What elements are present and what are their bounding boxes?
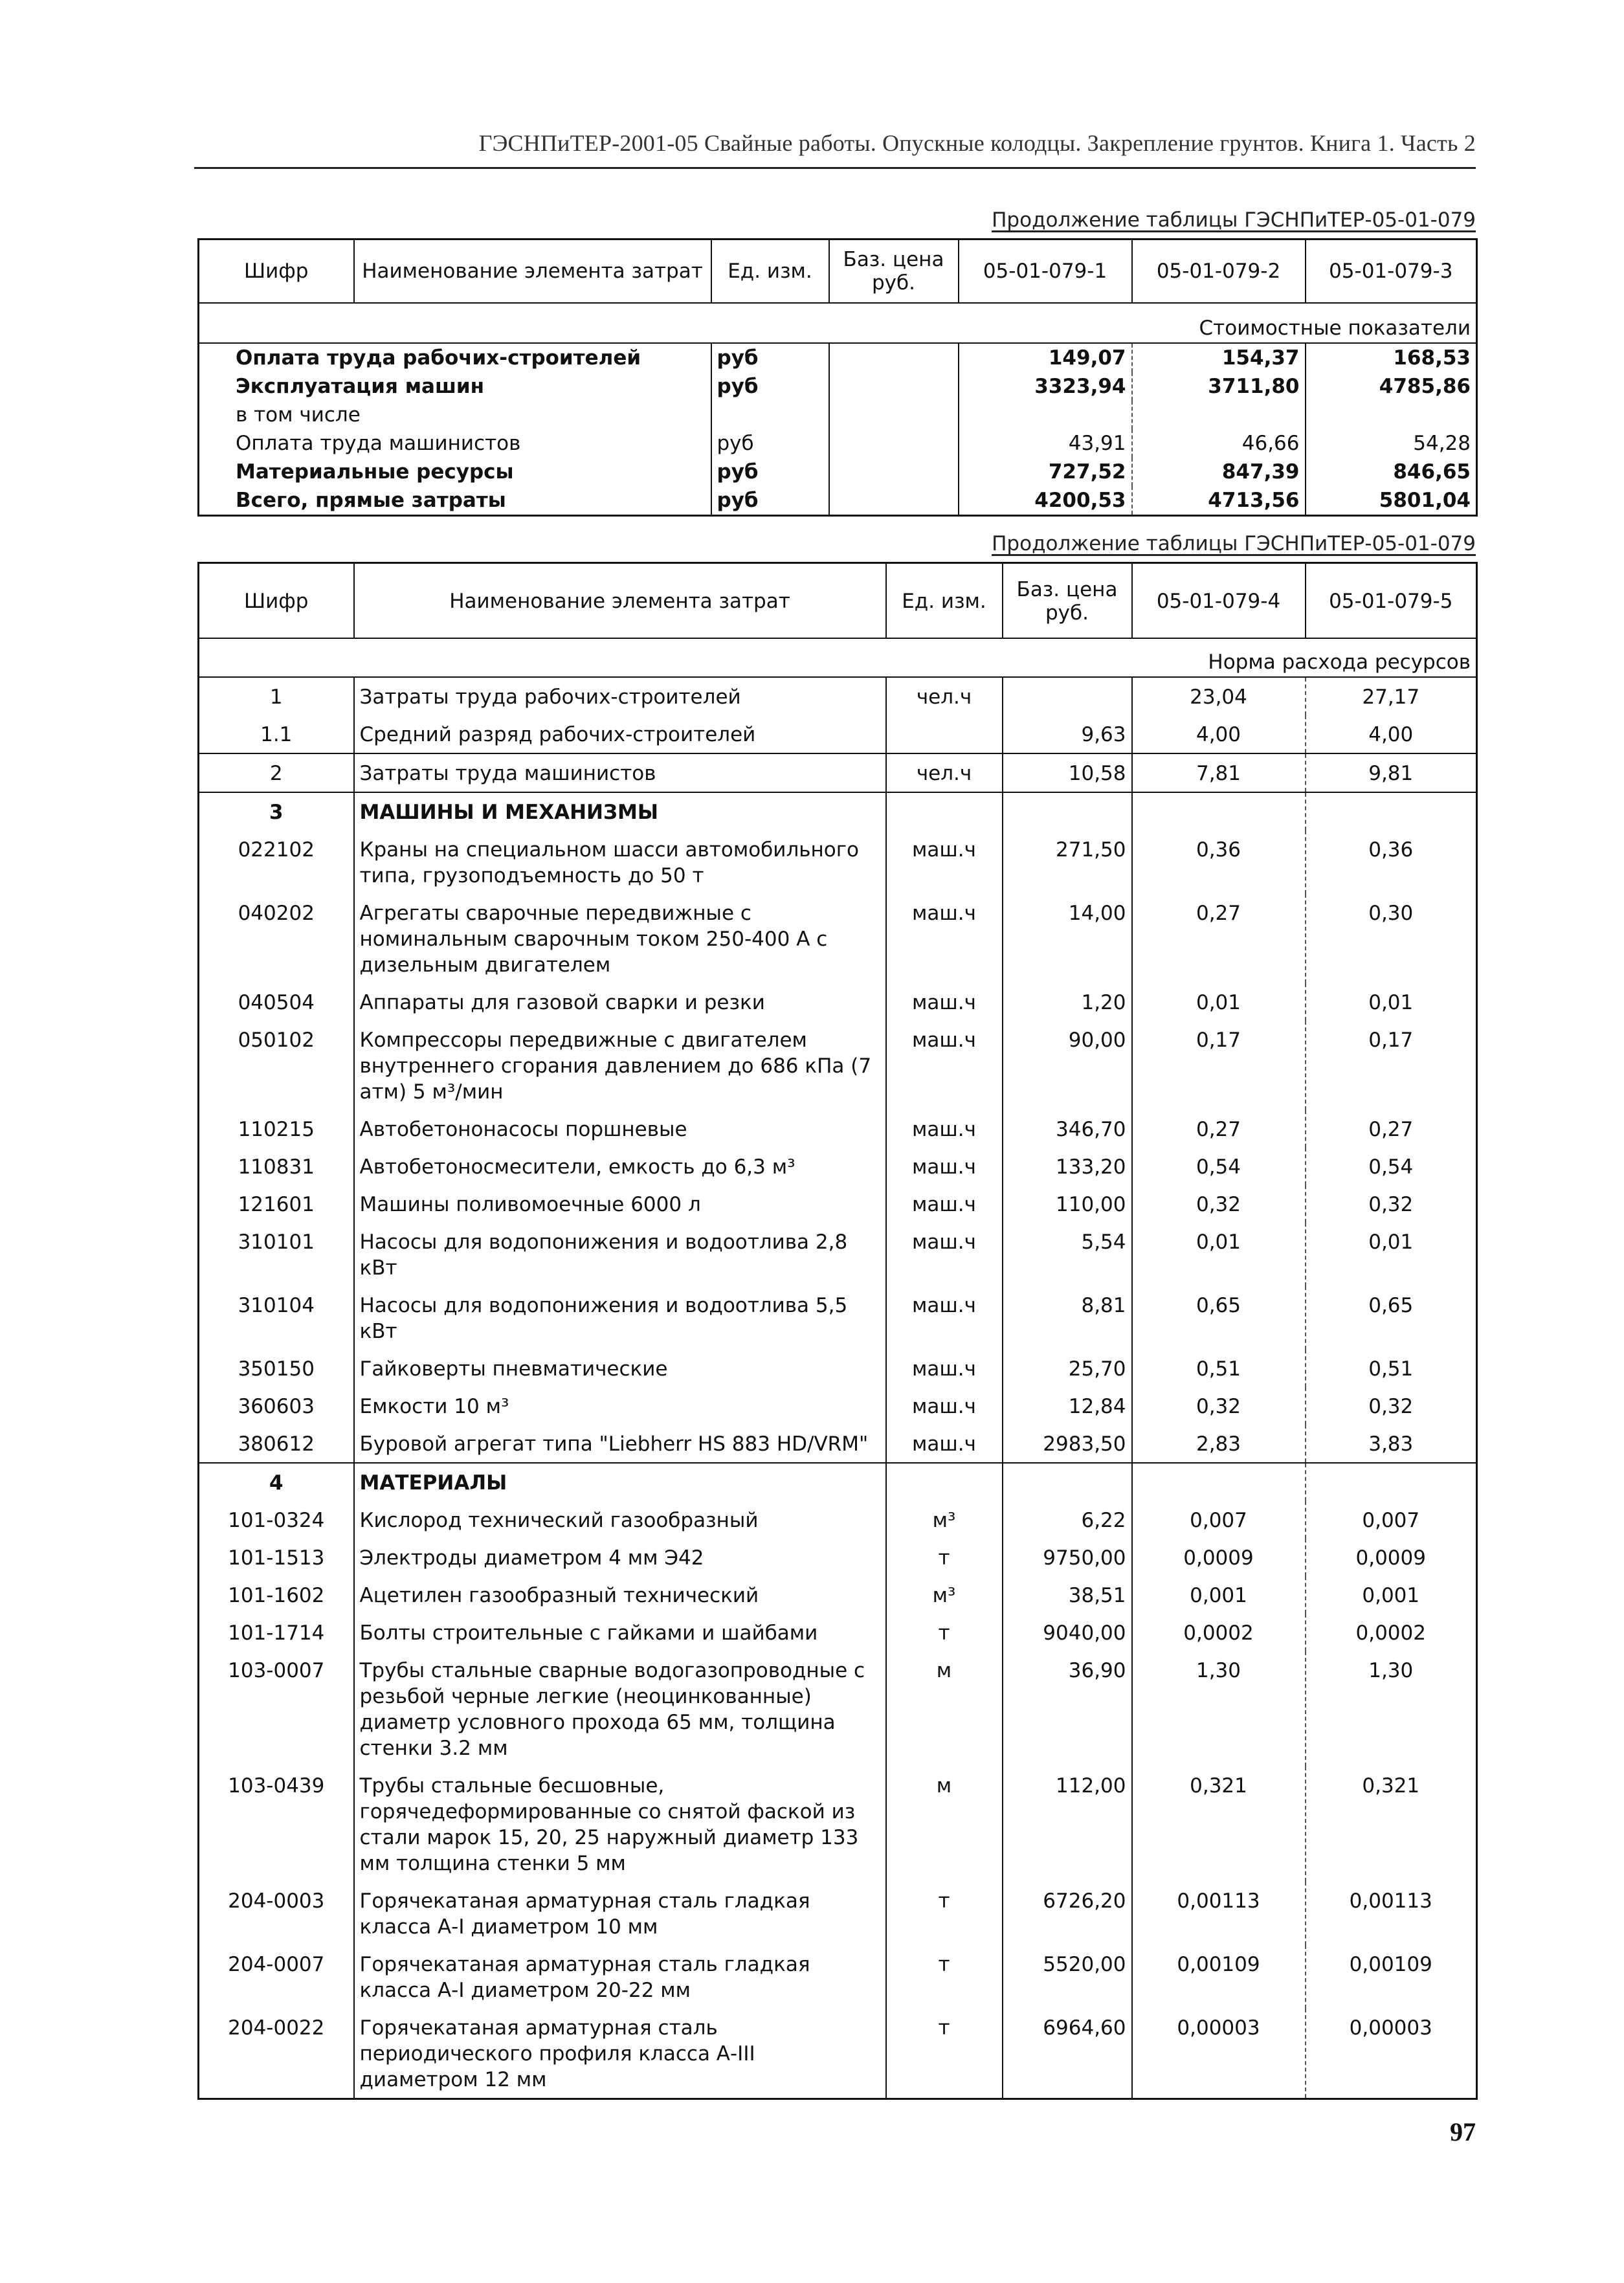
resource-name: Гайковерты пневматические — [354, 1350, 886, 1387]
column-header: Баз. цена руб. — [829, 239, 959, 304]
resource-code: 040504 — [199, 983, 354, 1021]
value-cell: 0,54 — [1132, 1148, 1306, 1185]
base-price-cell — [1003, 677, 1132, 715]
resource-name: Средний разряд рабочих-строителей — [354, 715, 886, 753]
unit-cell: чел.ч — [886, 753, 1003, 792]
base-price-cell: 1,20 — [1003, 983, 1132, 1021]
resource-norms-table — [197, 562, 1478, 2100]
table-row — [199, 1148, 1477, 1185]
table-row — [199, 1110, 1477, 1148]
base-price-cell — [829, 458, 959, 486]
value-cell: 0,30 — [1368, 902, 1414, 925]
cost-item-name: Оплата труда рабочих-строителей — [199, 343, 711, 372]
table-row — [199, 1539, 1477, 1576]
cost-indicators-table — [197, 238, 1478, 517]
resource-name: Болты строительные с гайками и шайбами — [354, 1614, 886, 1651]
unit-cell: м — [886, 1651, 1003, 1766]
value-cell: 4713,56 — [1132, 486, 1306, 516]
table-row — [199, 486, 1477, 516]
base-price-cell: 9040,00 — [1003, 1614, 1132, 1651]
column-header: Ед. изм. — [711, 239, 829, 304]
table-row — [199, 372, 1477, 401]
resource-name: Буровой агрегат типа "Liebherr HS 883 HD/VRM" — [354, 1425, 886, 1463]
value-cell — [1306, 792, 1477, 830]
base-price-cell: 9750,00 — [1003, 1539, 1132, 1576]
unit-cell: м³ — [886, 1576, 1003, 1614]
table-row — [199, 1945, 1477, 2009]
resource-name: МАШИНЫ И МЕХАНИЗМЫ — [354, 792, 886, 830]
base-price-cell — [829, 486, 959, 516]
table-row — [199, 792, 1477, 830]
base-price-cell: 5520,00 — [1003, 1945, 1132, 2009]
value-cell: 0,01 — [1132, 983, 1306, 1021]
resource-name: Агрегаты сварочные передвижные с номинальным сварочным током 250-400 А с дизельным двигателем — [354, 894, 886, 983]
resource-code: 1 — [199, 677, 354, 715]
base-price-cell: 90,00 — [1003, 1021, 1132, 1110]
value-cell: 154,37 — [1132, 343, 1306, 372]
value-cell: 0,01 — [1368, 1231, 1414, 1254]
table-row — [199, 1614, 1477, 1651]
base-price-cell — [829, 343, 959, 372]
header-rule — [194, 167, 1476, 169]
table2-header-row — [199, 563, 1477, 639]
resource-code: 380612 — [199, 1425, 354, 1463]
base-price-cell — [829, 372, 959, 401]
value-cell: 168,53 — [1393, 346, 1471, 370]
value-cell: 0,51 — [1368, 1357, 1414, 1381]
value-cell — [959, 401, 1132, 429]
table-row — [199, 1501, 1477, 1539]
unit-cell: т — [886, 1882, 1003, 1945]
cost-item-name: Всего, прямые затраты — [199, 486, 711, 516]
value-cell: 3323,94 — [959, 372, 1132, 401]
resource-code: 101-1602 — [199, 1576, 354, 1614]
resource-code: 103-0439 — [199, 1766, 354, 1882]
column-header: Наименование элемента затрат — [354, 563, 886, 639]
value-cell: 0,0009 — [1355, 1546, 1426, 1570]
base-price-cell: 271,50 — [1003, 830, 1132, 894]
table1-subheader-row — [199, 303, 1477, 343]
unit-cell — [886, 792, 1003, 830]
base-price-cell: 9,63 — [1003, 715, 1132, 753]
resource-name: Трубы стальные сварные водогазопроводные с резьбой черные легкие (неоцинкованные) диаметр условного прохода 65 мм, толщина стенки 3.2 мм — [354, 1651, 886, 1766]
resource-code: 101-0324 — [199, 1501, 354, 1539]
value-cell: 0,00113 — [1349, 1889, 1432, 1913]
value-cell: 3,83 — [1368, 1432, 1414, 1456]
table2-subheader-row — [199, 638, 1477, 677]
table-row — [199, 1766, 1477, 1882]
base-price-cell: 6964,60 — [1003, 2009, 1132, 2099]
table-row — [199, 429, 1477, 458]
value-cell: 0,0009 — [1132, 1539, 1306, 1576]
base-price-cell: 38,51 — [1003, 1576, 1132, 1614]
unit-cell — [886, 1463, 1003, 1501]
unit-cell: т — [886, 2009, 1003, 2099]
unit-cell: маш.ч — [886, 1148, 1003, 1185]
value-cell: 0,00109 — [1349, 1953, 1432, 1976]
base-price-cell: 6,22 — [1003, 1501, 1132, 1539]
section-subheader: Стоимостные показатели — [199, 303, 1477, 343]
resource-code: 101-1714 — [199, 1614, 354, 1651]
unit-cell: маш.ч — [886, 1286, 1003, 1350]
value-cell: 1,30 — [1368, 1659, 1414, 1682]
value-cell: 0,32 — [1368, 1193, 1414, 1216]
resource-name: Затраты труда рабочих-строителей — [354, 677, 886, 715]
base-price-cell — [829, 401, 959, 429]
value-cell — [1306, 1463, 1477, 1501]
unit-cell: руб — [711, 372, 829, 401]
value-cell: 0,36 — [1132, 830, 1306, 894]
value-cell: 0,65 — [1368, 1294, 1414, 1317]
base-price-cell: 25,70 — [1003, 1350, 1132, 1387]
resource-code: 204-0007 — [199, 1945, 354, 2009]
unit-cell: маш.ч — [886, 1021, 1003, 1110]
section-subheader: Норма расхода ресурсов — [199, 638, 1477, 677]
value-cell: 46,66 — [1132, 429, 1306, 458]
resource-code: 110831 — [199, 1148, 354, 1185]
column-header: 05-01-079-4 — [1132, 563, 1306, 639]
table1-continuation: Продолжение таблицы ГЭСНПиТЕР-05-01-079 — [992, 208, 1476, 232]
value-cell: 0,00003 — [1132, 2009, 1306, 2099]
page-header: ГЭСНПиТЕР-2001-05 Свайные работы. Опускные колодцы. Закрепление грунтов. Книга 1. Часть 2 — [478, 130, 1476, 156]
table-row — [199, 1576, 1477, 1614]
value-cell: 43,91 — [959, 429, 1132, 458]
resource-code: 310101 — [199, 1223, 354, 1286]
value-cell — [1132, 1463, 1306, 1501]
resource-code: 022102 — [199, 830, 354, 894]
cost-item-name: Оплата труда машинистов — [199, 429, 711, 458]
resource-code: 2 — [199, 753, 354, 792]
value-cell: 0,321 — [1132, 1766, 1306, 1882]
unit-cell: чел.ч — [886, 677, 1003, 715]
unit-cell: т — [886, 1539, 1003, 1576]
column-header: Баз. цена руб. — [1003, 563, 1132, 639]
table-row — [199, 1185, 1477, 1223]
cost-item-name: Эксплуатация машин — [199, 372, 711, 401]
base-price-cell: 6726,20 — [1003, 1882, 1132, 1945]
base-price-cell: 14,00 — [1003, 894, 1132, 983]
unit-cell: маш.ч — [886, 983, 1003, 1021]
table-row — [199, 1021, 1477, 1110]
resource-code: 110215 — [199, 1110, 354, 1148]
resource-name: Автобетононасосы поршневые — [354, 1110, 886, 1148]
table-row — [199, 1425, 1477, 1463]
value-cell: 0,0002 — [1132, 1614, 1306, 1651]
unit-cell: маш.ч — [886, 1350, 1003, 1387]
value-cell: 4200,53 — [959, 486, 1132, 516]
resource-name: Аппараты для газовой сварки и резки — [354, 983, 886, 1021]
table-row — [199, 830, 1477, 894]
value-cell: 0,36 — [1368, 838, 1414, 862]
value-cell: 0,17 — [1368, 1029, 1414, 1052]
column-header: Шифр — [199, 563, 354, 639]
value-cell: 0,27 — [1368, 1118, 1414, 1141]
table-row — [199, 1223, 1477, 1286]
resource-name: Трубы стальные бесшовные, горячедеформированные со снятой фаской из стали марок 15, 20, 25 наружный диаметр 133 мм толщина стенки 5 мм — [354, 1766, 886, 1882]
value-cell: 0,01 — [1132, 1223, 1306, 1286]
value-cell: 0,321 — [1362, 1774, 1420, 1798]
value-cell: 0,001 — [1132, 1576, 1306, 1614]
value-cell: 2,83 — [1132, 1425, 1306, 1463]
value-cell: 727,52 — [959, 458, 1132, 486]
base-price-cell — [829, 429, 959, 458]
value-cell: 7,81 — [1132, 753, 1306, 792]
resource-name: Кислород технический газообразный — [354, 1501, 886, 1539]
unit-cell — [711, 401, 829, 429]
value-cell: 0,007 — [1132, 1501, 1306, 1539]
unit-cell: маш.ч — [886, 1110, 1003, 1148]
column-header: Шифр — [199, 239, 354, 304]
table-row — [199, 401, 1477, 429]
unit-cell: т — [886, 1614, 1003, 1651]
table-row — [199, 1882, 1477, 1945]
unit-cell: маш.ч — [886, 1223, 1003, 1286]
value-cell: 0,00109 — [1132, 1945, 1306, 2009]
table-row — [199, 1387, 1477, 1425]
resource-code: 121601 — [199, 1185, 354, 1223]
page-number: 97 — [1450, 2117, 1476, 2146]
value-cell: 0,32 — [1368, 1395, 1414, 1418]
value-cell: 3711,80 — [1132, 372, 1306, 401]
value-cell: 23,04 — [1132, 677, 1306, 715]
base-price-cell: 346,70 — [1003, 1110, 1132, 1148]
resource-code: 4 — [199, 1463, 354, 1501]
unit-cell: маш.ч — [886, 1425, 1003, 1463]
resource-code: 1.1 — [199, 715, 354, 753]
value-cell: 4,00 — [1368, 723, 1414, 746]
unit-cell: маш.ч — [886, 894, 1003, 983]
value-cell — [1132, 792, 1306, 830]
table1-header-row — [199, 239, 1477, 304]
value-cell: 54,28 — [1413, 432, 1471, 455]
resource-name: МАТЕРИАЛЫ — [354, 1463, 886, 1501]
resource-code: 350150 — [199, 1350, 354, 1387]
base-price-cell: 5,54 — [1003, 1223, 1132, 1286]
unit-cell: руб — [711, 486, 829, 516]
unit-cell — [886, 715, 1003, 753]
resource-name: Автобетоносмесители, емкость до 6,3 м³ — [354, 1148, 886, 1185]
column-header: 05-01-079-5 — [1306, 563, 1477, 639]
value-cell: 0,27 — [1132, 1110, 1306, 1148]
value-cell: 5801,04 — [1379, 489, 1471, 512]
unit-cell: маш.ч — [886, 1185, 1003, 1223]
value-cell: 0,00003 — [1349, 2016, 1432, 2040]
resource-code: 103-0007 — [199, 1651, 354, 1766]
value-cell: 0,32 — [1132, 1387, 1306, 1425]
column-header: 05-01-079-1 — [959, 239, 1132, 304]
value-cell: 0,00113 — [1132, 1882, 1306, 1945]
unit-cell: руб — [711, 458, 829, 486]
resource-name: Насосы для водопонижения и водоотлива 2,8 кВт — [354, 1223, 886, 1286]
base-price-cell: 10,58 — [1003, 753, 1132, 792]
value-cell: 0,01 — [1368, 991, 1414, 1014]
base-price-cell: 36,90 — [1003, 1651, 1132, 1766]
value-cell: 4,00 — [1132, 715, 1306, 753]
resource-name: Емкости 10 м³ — [354, 1387, 886, 1425]
column-header: 05-01-079-3 — [1306, 239, 1477, 304]
value-cell: 846,65 — [1393, 460, 1471, 484]
base-price-cell: 2983,50 — [1003, 1425, 1132, 1463]
base-price-cell: 133,20 — [1003, 1148, 1132, 1185]
table-row — [199, 343, 1477, 372]
base-price-cell: 112,00 — [1003, 1766, 1132, 1882]
table-row — [199, 983, 1477, 1021]
base-price-cell: 12,84 — [1003, 1387, 1132, 1425]
unit-cell: руб — [711, 343, 829, 372]
value-cell: 1,30 — [1132, 1651, 1306, 1766]
column-header: Наименование элемента затрат — [354, 239, 711, 304]
resource-name: Горячекатаная арматурная сталь гладкая класса А-I диаметром 20-22 мм — [354, 1945, 886, 2009]
value-cell — [1306, 401, 1477, 429]
table-row — [199, 1286, 1477, 1350]
value-cell: 9,81 — [1306, 753, 1477, 792]
base-price-cell — [1003, 1463, 1132, 1501]
table-row — [199, 677, 1477, 715]
value-cell: 847,39 — [1132, 458, 1306, 486]
base-price-cell: 8,81 — [1003, 1286, 1132, 1350]
resource-code: 3 — [199, 792, 354, 830]
resource-code: 310104 — [199, 1286, 354, 1350]
column-header: Ед. изм. — [886, 563, 1003, 639]
resource-name: Машины поливомоечные 6000 л — [354, 1185, 886, 1223]
resource-name: Ацетилен газообразный технический — [354, 1576, 886, 1614]
unit-cell: м — [886, 1766, 1003, 1882]
value-cell: 4785,86 — [1379, 375, 1471, 398]
value-cell: 27,17 — [1362, 685, 1420, 709]
resource-code: 204-0022 — [199, 2009, 354, 2099]
resource-code: 050102 — [199, 1021, 354, 1110]
value-cell: 0,51 — [1132, 1350, 1306, 1387]
table-row — [199, 1651, 1477, 1766]
resource-code: 040202 — [199, 894, 354, 983]
table2-continuation: Продолжение таблицы ГЭСНПиТЕР-05-01-079 — [992, 532, 1476, 555]
resource-code: 360603 — [199, 1387, 354, 1425]
value-cell: 0,007 — [1362, 1509, 1420, 1532]
base-price-cell — [1003, 792, 1132, 830]
resource-name: Затраты труда машинистов — [354, 753, 886, 792]
value-cell: 0,54 — [1368, 1155, 1414, 1179]
unit-cell: маш.ч — [886, 1387, 1003, 1425]
unit-cell: руб — [711, 429, 829, 458]
resource-name: Краны на специальном шасси автомобильного типа, грузоподъемность до 50 т — [354, 830, 886, 894]
table-row — [199, 1463, 1477, 1501]
resource-name: Электроды диаметром 4 мм Э42 — [354, 1539, 886, 1576]
resource-name: Горячекатаная арматурная сталь гладкая класса А-I диаметром 10 мм — [354, 1882, 886, 1945]
table-row — [199, 2009, 1477, 2099]
table-row — [199, 458, 1477, 486]
base-price-cell: 110,00 — [1003, 1185, 1132, 1223]
table-row — [199, 715, 1477, 753]
value-cell: 0,0002 — [1355, 1621, 1426, 1645]
resource-name: Компрессоры передвижные с двигателем внутреннего сгорания давлением до 686 кПа (7 атм) 5 м³/мин — [354, 1021, 886, 1110]
value-cell: 0,65 — [1132, 1286, 1306, 1350]
value-cell: 0,32 — [1132, 1185, 1306, 1223]
value-cell — [1132, 401, 1306, 429]
value-cell: 0,27 — [1132, 894, 1306, 983]
table-row — [199, 1350, 1477, 1387]
unit-cell: маш.ч — [886, 830, 1003, 894]
resource-name: Горячекатаная арматурная сталь периодического профиля класса А-III диаметром 12 мм — [354, 2009, 886, 2099]
value-cell: 0,17 — [1132, 1021, 1306, 1110]
cost-item-name: Материальные ресурсы — [199, 458, 711, 486]
table-row — [199, 753, 1477, 792]
column-header: 05-01-079-2 — [1132, 239, 1306, 304]
resource-code: 204-0003 — [199, 1882, 354, 1945]
resource-code: 101-1513 — [199, 1539, 354, 1576]
resource-name: Насосы для водопонижения и водоотлива 5,5 кВт — [354, 1286, 886, 1350]
table-row — [199, 894, 1477, 983]
cost-item-name: в том числе — [199, 401, 711, 429]
unit-cell: м³ — [886, 1501, 1003, 1539]
value-cell: 149,07 — [959, 343, 1132, 372]
unit-cell: т — [886, 1945, 1003, 2009]
value-cell: 0,001 — [1362, 1584, 1420, 1607]
